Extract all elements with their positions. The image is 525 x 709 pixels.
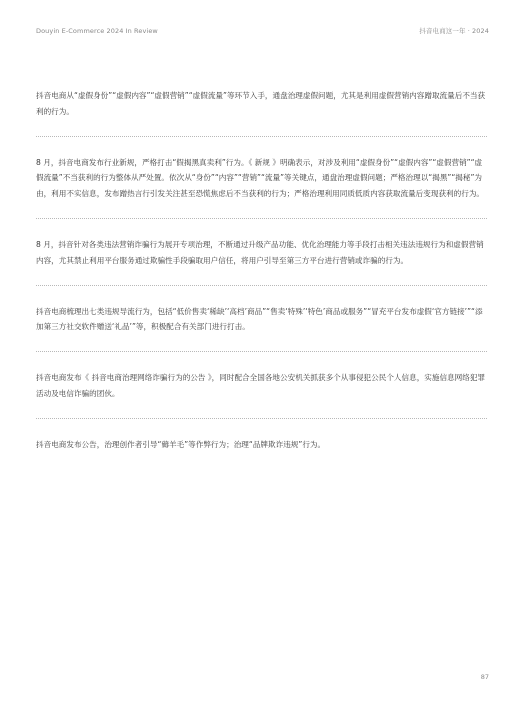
dotted-divider [36, 136, 487, 137]
dotted-divider [36, 418, 487, 419]
main-content [36, 88, 487, 453]
paragraph: 抖音电商梳理出七类违规导流行为，包括“低价售卖‘稀缺’‘高档’商品”“售卖‘特殊’‘特色’商品或服务”“冒充平台发布虚假‘官方链接’”“添加第三方社交软件赠送‘礼品’”等，积极配合有关部门进行打击。 [36, 306, 483, 332]
paragraph: 抖音电商从“虚假身份”“虚假内容”“虚假营销”“虚假流量”等环节入手，通盘治理虚假问题，尤其是利用虚假营销内容蹭取流量后不当获利的行为。 [36, 91, 486, 116]
dotted-divider [36, 218, 487, 219]
page-header [36, 26, 489, 35]
paragraph: 抖音电商发布公告，治理创作者引导“薅羊毛”等作弊行为；治理“品牌欺诈违规”行为。 [36, 439, 326, 449]
dotted-divider [36, 285, 487, 286]
paragraph: 8 月，抖音针对各类违法营销诈骗行为展开专项治理，不断通过升级产品功能、优化治理能力等手段打击相关违法违规行为和虚假营销内容，尤其禁止利用平台服务通过欺骗性手段骗取用户信任，将用户引导至第三方平台进行营销或诈骗的行为。 [36, 239, 484, 265]
header-section-title: 抖音电商这一年 · 2024 [419, 27, 489, 35]
paragraph: 抖音电商发布《 抖音电商治理网络诈骗行为的公告 》，同时配合全国各地公安机关抓获多个从事侵犯公民个人信息，实施信息网络犯罪活动及电信诈骗的团伙。 [36, 373, 486, 398]
paragraph: 8 月，抖音电商发布行业新规，严格打击“假揭黑真卖利”行为。《 新规 》明确表示，对涉及利用“虚假身份”“虚假内容”“虚假营销”“虚假流量”不当获利的行为整体从严处置。依次从“身份”“内容”“营销”“流量”等关键点，通盘治理虚假问题；严格治理以“揭黑”“揭秘”为由，利用不实信息，发布蹭热言行引发关注甚至恐慌焦虑后不当获利的行为；严格治理利用同质低质内容获取流量后变现获利的行为。 [36, 157, 485, 199]
page-number: 87 [480, 673, 489, 681]
dotted-divider [36, 351, 487, 352]
header-report-title: Douyin E-Commerce 2024 In Review [36, 26, 158, 35]
